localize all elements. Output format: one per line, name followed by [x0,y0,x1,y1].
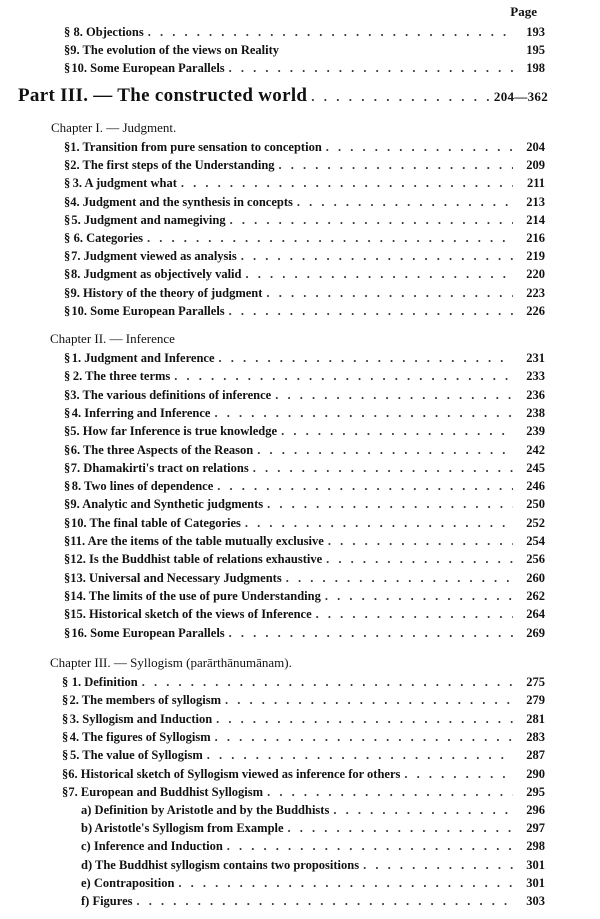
page-number: 193 [526,25,545,39]
section-sign: § [62,711,69,726]
toc-entry [64,267,545,282]
toc-entry [64,443,545,458]
section-sign: § [64,303,71,318]
page-number: 283 [526,729,545,744]
page-number: 264 [526,607,545,622]
leader-dots [229,626,513,641]
toc-entry [64,351,545,366]
leader-dots [229,304,513,319]
toc-entry [64,43,545,58]
entry-title: 4. Inferring and Inference [71,405,211,420]
page-number: 211 [526,176,545,191]
entry-title: 7. European and Buddhist Syllogism [68,784,264,799]
leader-dots [328,534,513,549]
section-sign: § [64,460,71,475]
entry-title: 4. The figures of Syllogism [69,729,211,744]
page-number: 216 [526,231,545,245]
page-number: 204 [526,140,545,154]
section-sign: § [64,285,71,300]
page-number: 198 [526,61,545,75]
section-sign: § [64,43,71,57]
leader-dots [333,803,513,818]
toc-entry [64,534,545,549]
entry-title: a) Definition by Aristotle and by the Buddhists [81,803,330,817]
entry-title: b) Aristotle's Syllogism from Example [81,821,284,836]
entry-title: 1. Judgment and Inference [71,351,215,365]
section-sign: § [64,588,71,603]
entry-title: c) Inference and Induction [81,839,223,854]
section-sign: § [64,351,71,365]
page-number: 195 [526,43,545,57]
section-sign: § [64,231,71,245]
toc-entry [64,304,545,319]
page-number: 260 [526,570,545,585]
entry-title: 1. Definition [71,675,138,689]
leader-dots [326,140,513,155]
leader-dots [279,158,513,173]
page-number: 252 [526,515,545,530]
page-number: 296 [526,803,545,817]
toc-entry [64,286,545,301]
entry-title: 5. The value of Syllogism [70,748,203,763]
toc-entry [64,176,545,191]
leader-dots [147,231,513,246]
section-sign: § [64,369,71,384]
section-sign: § [64,158,71,173]
entry-title: 12. Is the Buddhist table of relations exhaustive [70,552,323,567]
chapter-heading: Chapter II. — Inference [50,331,175,346]
section-sign: § [64,212,71,227]
section-sign: § [64,140,71,154]
leader-dots [288,821,513,836]
page-number: 231 [526,351,545,365]
entry-title: 3. The various definitions of inference [70,387,272,402]
page-number: 219 [526,249,545,264]
entry-title: 10. The final table of Categories [71,515,241,530]
section-sign: § [64,194,71,209]
entry-title: 4. Judgment and the synthesis in concepts [70,194,293,209]
entry-title: 5. How far Inference is true knowledge [70,424,278,439]
toc-entry [62,730,545,745]
page-number: 242 [526,442,545,457]
entry-title: 15. Historical sketch of the views of Inference [70,607,312,622]
toc-entry [62,675,545,690]
page-number: 239 [526,424,545,439]
leader-dots [181,176,513,191]
leader-dots [225,693,513,708]
toc-entry [64,406,545,421]
page-number: 246 [526,479,545,494]
toc-entry [62,693,545,708]
section-sign: § [64,387,71,402]
toc-entry [62,785,545,800]
leader-dots [267,785,513,800]
page-number: 279 [526,693,545,708]
leader-dots [219,351,513,366]
leader-dots [217,479,513,494]
section-sign: § [64,479,71,494]
page-number: 275 [526,675,545,689]
leader-dots [148,25,513,40]
toc-subentry [81,858,545,873]
toc-entry [64,213,545,228]
toc-entry [64,461,545,476]
leader-dots [216,712,513,727]
toc-subentry [81,803,545,818]
entry-title: 8. Two lines of dependence [71,479,214,494]
toc-entry [64,140,545,155]
toc-entry [64,424,545,439]
section-sign: § [64,607,71,622]
toc-entry [64,388,545,403]
part-heading [18,85,548,107]
entry-title: 6. The three Aspects of the Reason [70,442,254,457]
leader-dots [230,213,513,228]
toc-entry [62,712,545,727]
section-sign: § [64,497,71,512]
section-sign: § [64,405,71,420]
toc-entry [64,626,545,641]
entry-title: 16. Some European Parallels [71,625,225,640]
leader-dots [245,267,513,282]
leader-dots [207,748,513,763]
toc-entry [64,231,545,246]
toc-entry [62,767,545,782]
page-number: 298 [526,839,545,854]
leader-dots [311,89,490,105]
leader-dots [253,461,513,476]
page-number: 220 [526,267,545,282]
entry-title: e) Contraposition [81,875,175,890]
section-sign: § [62,693,69,708]
leader-dots [137,894,514,909]
leader-dots [297,195,513,210]
leader-dots [142,675,513,690]
toc-entry [64,497,545,512]
entry-title: 1. Transition from pure sensation to conception [70,140,322,154]
toc-entry [64,607,545,622]
entry-title: 14. The limits of the use of pure Understanding [70,588,321,603]
leader-dots [325,589,513,604]
page-number: 214 [526,212,545,227]
section-sign: § [64,570,71,585]
toc-entry [64,571,545,586]
entry-title: 6. Categories [73,231,143,245]
toc-entry [64,61,545,76]
section-sign: § [64,625,71,640]
entry-title: 2. The first steps of the Understanding [70,158,275,173]
page-number: 281 [526,711,545,726]
leader-dots [316,607,513,622]
section-sign: § [64,25,71,39]
page-number: 262 [526,588,545,603]
leader-dots [229,61,513,76]
entry-title: 3. Syllogism and Induction [69,711,213,726]
entry-title: d) The Buddhist syllogism contains two propositions [81,857,360,872]
toc-subentry [81,839,545,854]
entry-title: 7. Dhamakirti's tract on relations [70,460,249,475]
part-page-range: 204—362 [493,89,548,104]
page-number: 213 [526,194,545,209]
entry-title: f) Figures [81,894,133,908]
leader-dots [227,839,513,854]
leader-dots [326,552,513,567]
toc-entry [64,158,545,173]
page-number: 290 [526,766,545,781]
leader-dots [257,443,513,458]
entry-title: 8. Judgment as objectively valid [70,267,242,282]
leader-dots [404,767,513,782]
leader-dots [275,388,513,403]
toc-entry [64,479,545,494]
page-number: 254 [526,534,545,548]
toc-entry [64,195,545,210]
leader-dots [174,369,513,384]
entry-title: 10. Some European Parallels [71,303,225,318]
entry-title: 3. A judgment what [72,176,177,191]
leader-dots [281,424,513,439]
page-number: 223 [526,285,545,300]
entry-title: 6. Historical sketch of Syllogism viewed as inference for others [68,766,401,781]
toc-entry [64,369,545,384]
section-sign: § [64,515,71,530]
section-sign: § [64,534,71,548]
entry-title: 8. Objections [73,25,144,39]
page-number: 236 [526,387,545,402]
toc-entry [64,589,545,604]
page-number: 238 [526,405,545,420]
toc-entry [64,249,545,264]
page-number: 303 [526,894,545,908]
page-number: 226 [526,303,545,318]
entry-title: 13. Universal and Necessary Judgments [70,570,282,585]
page-number: 233 [526,369,545,384]
leader-dots [241,249,513,264]
section-sign: § [64,552,71,567]
leader-dots [267,497,513,512]
section-sign: § [62,675,69,689]
section-sign: § [62,784,69,799]
entry-title: 2. The members of syllogism [69,693,222,708]
entry-title: 9. The evolution of the views on Reality [70,43,280,57]
page-number: 297 [526,821,545,836]
entry-title: 5. Judgment and namegiving [71,212,226,227]
entry-title: 10. Some European Parallels [71,61,225,75]
page-number: 287 [526,748,545,763]
toc-entry [64,25,545,40]
entry-title: 2. The three terms [72,369,171,384]
chapter-heading: Chapter I. — Judgment. [51,120,177,135]
section-sign: § [62,748,69,763]
page-number: 250 [526,497,545,512]
section-sign: § [64,424,71,439]
page-number: 209 [526,158,545,173]
toc-entry [64,516,545,531]
leader-dots [266,286,513,301]
entry-title: 11. Are the items of the table mutually exclusive [70,534,324,548]
part-title: Part III. — The constructed world [18,85,308,106]
section-sign: § [62,729,69,744]
section-sign: § [64,267,71,282]
section-sign: § [64,176,71,191]
section-sign: § [62,766,69,781]
entry-title: 9. Analytic and Synthetic judgments [70,497,264,512]
leader-dots [178,876,513,891]
page-number: 245 [526,460,545,475]
entry-title: 9. History of the theory of judgment [70,285,263,300]
leader-dots [215,730,513,745]
entry-title: 7. Judgment viewed as analysis [71,249,237,264]
page-column-label: Page [510,4,537,19]
toc-entry [64,552,545,567]
toc-subentry [81,821,545,836]
page-number: 256 [526,552,545,567]
toc-entry [62,748,545,763]
page-number: 295 [526,784,545,799]
leader-dots [286,571,513,586]
section-sign: § [64,249,71,264]
section-sign: § [64,61,71,75]
page-number: 301 [526,875,545,890]
chapter-heading: Chapter III. — Syllogism (parārthānumānam). [50,655,292,670]
page-number: 301 [526,857,545,872]
toc-subentry [81,894,545,909]
leader-dots [363,858,513,873]
leader-dots [214,406,513,421]
section-sign: § [64,442,71,457]
leader-dots [245,516,513,531]
page-number: 269 [526,625,545,640]
toc-subentry [81,876,545,891]
